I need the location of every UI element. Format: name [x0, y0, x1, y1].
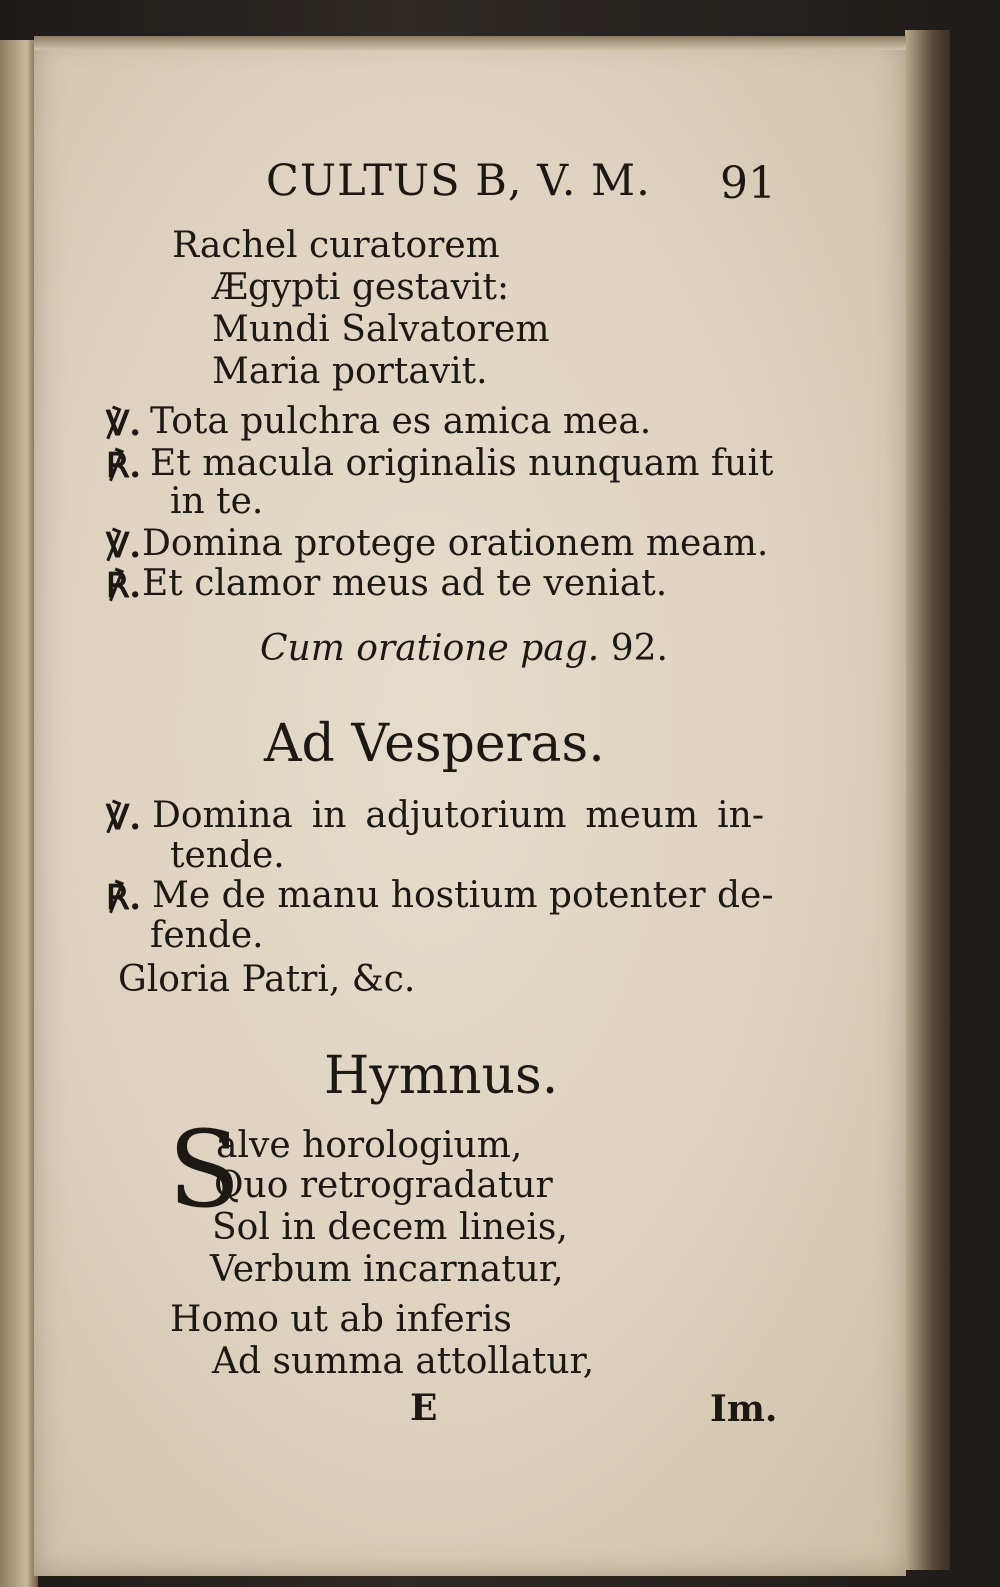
left-page-edge — [0, 40, 38, 1587]
versicle-text: Domina protege orationem meam. — [142, 523, 769, 564]
section-heading: Ad Vesperas. — [264, 714, 605, 774]
hymn-line: alve horologium, — [216, 1125, 523, 1166]
response-text: fende. — [150, 915, 264, 956]
response-text: Me de manu hostium potenter de- — [152, 875, 774, 916]
rubric-text: Cum oratione pag. — [260, 628, 600, 669]
page-top-edge — [34, 36, 906, 50]
response-text: Et macula originalis nunquam fuit — [150, 443, 774, 484]
verse-line: Ægypti gestavit: — [212, 267, 510, 308]
hymn-line: Homo ut ab inferis — [170, 1299, 512, 1340]
hymn-line: Verbum incarnatur, — [210, 1249, 564, 1290]
page-number: 91 — [720, 158, 776, 209]
response-text: in te. — [170, 481, 264, 522]
running-head: CULTUS B, V. M. — [266, 156, 651, 206]
hymn-heading: Hymnus. — [324, 1046, 559, 1106]
rubric-page-ref: 92. — [610, 628, 668, 669]
hymn-line: Quo retrogradatur — [214, 1165, 553, 1206]
versicle-marker: ℣. — [106, 798, 142, 838]
hymn-line: Ad summa attollatur, — [212, 1341, 595, 1382]
verse-line: Rachel curatorem — [172, 225, 500, 266]
drop-capital: S — [168, 1108, 241, 1231]
response-marker: ℟. — [106, 566, 142, 606]
gloria-line: Gloria Patri, &c. — [118, 959, 416, 1000]
versicle-marker: ℣. — [106, 404, 142, 444]
page-edges — [905, 30, 950, 1570]
versicle-text: Tota pulchra es amica mea. — [150, 401, 652, 442]
rubric — [260, 628, 668, 669]
response-marker: ℟. — [106, 446, 142, 486]
book-page — [34, 36, 906, 1576]
verse-line: Maria portavit. — [212, 351, 488, 392]
catchword: Im. — [710, 1388, 778, 1430]
verse-line: Mundi Salvatorem — [212, 309, 550, 350]
versicle-text: Domina in adjutorium meum in- — [152, 795, 764, 836]
response-text: Et clamor meus ad te veniat. — [142, 563, 668, 604]
response-marker: ℟. — [106, 878, 142, 918]
versicle-text: tende. — [170, 835, 285, 876]
hymn-line: Sol in decem lineis, — [212, 1207, 568, 1248]
versicle-marker: ℣. — [106, 526, 142, 566]
signature-mark: E — [410, 1387, 438, 1429]
